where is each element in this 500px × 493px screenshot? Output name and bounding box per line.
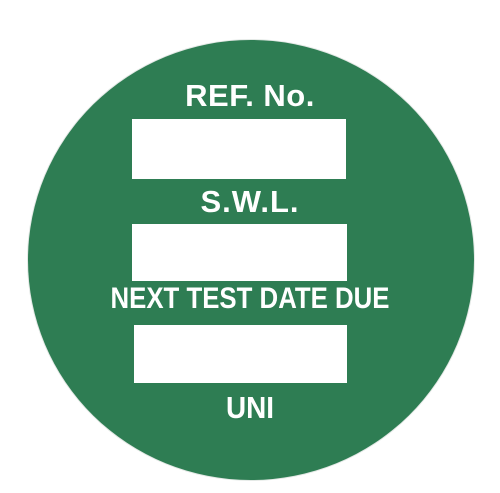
swl-field[interactable]: [132, 224, 347, 281]
next-test-date-label: NEXT TEST DATE DUE: [110, 282, 390, 315]
ref-no-field[interactable]: [132, 119, 346, 179]
uni-label: UNI: [225, 390, 275, 425]
swl-label: S.W.L.: [200, 184, 300, 219]
ref-no-label: REF. No.: [185, 78, 315, 113]
next-test-date-field[interactable]: [134, 325, 347, 383]
